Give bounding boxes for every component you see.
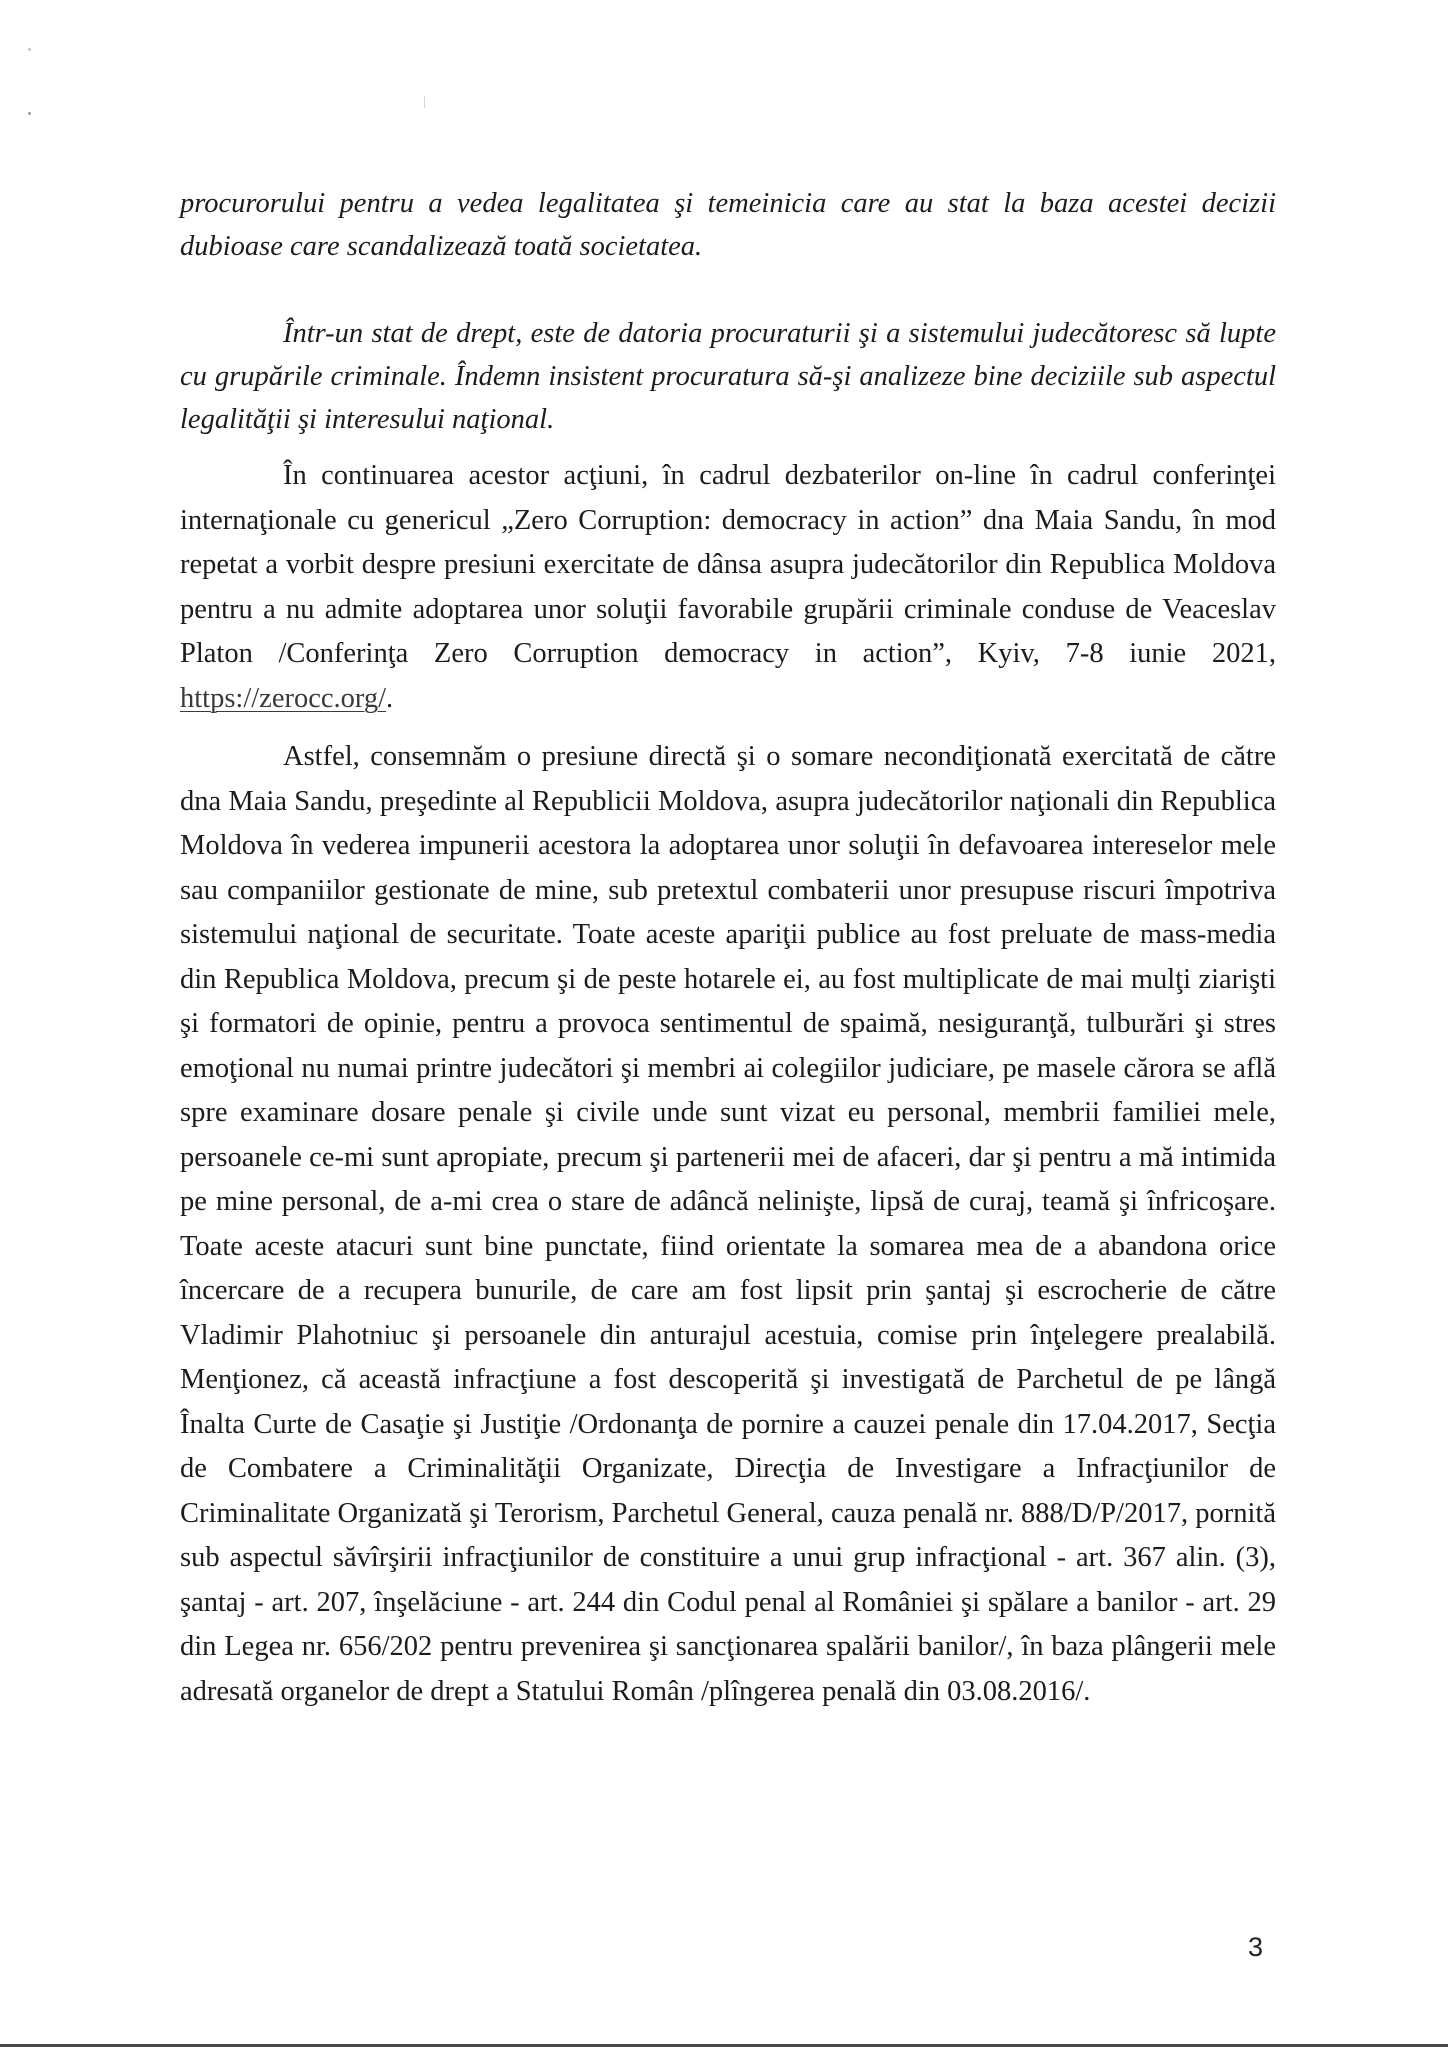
document-body [180, 182, 1276, 1714]
scan-mark [424, 96, 425, 108]
zerocc-link[interactable]: https://zerocc.org/ [180, 682, 387, 714]
paragraph-conferinta-text: În continuarea acestor acţiuni, în cadrul dezbaterilor on-line în cadrul conferinţei internaţionale cu genericul „Zero Corruption: democracy in action” dna Maia Sandu, în mod repetat a vorbit despre presiuni exercitate de dânsa asupra judecătorilor din Republica Moldova pentru a nu admite adoptarea unor soluţii favorabile grupării criminale conduse de Veaceslav Platon /Conferinţa Zero Corruption democracy in action”, Kyiv, 7-8 iunie 2021, [180, 460, 1276, 669]
paragraph-stat-de-drept: Într-un stat de drept, este de datoria procuraturii şi a sistemului judecătoresc să lupte cu grupările criminale. Îndemn insistent procuratura să-şi analizeze bine deciziile sub aspectul legalităţii şi interesului naţional. [180, 318, 1276, 435]
paragraph-conferinta [180, 454, 1276, 721]
paragraph-presiune-directa: Astfel, consemnăm o presiune directă şi o somare necondiţionată exercitată de către dna Maia Sandu, preşedinte al Republicii Moldova, asupra judecătorilor naţionali din Republica Moldova în vederea impunerii acestora la adoptarea unor soluţii în defavoarea intereselor mele sau companiilor gestionate de mine, sub pretextul combaterii unor presupuse riscuri împotriva sistemului naţional de securitate. Toate aceste apariţii publice au fost preluate de mass-media din Republica Moldova, precum şi de peste hotarele ei, au fost multiplicate de mai mulţi ziarişti şi formatori de opinie, pentru a provoca sentimentul de spaimă, nesiguranţă, tulburări şi stres emoţional nu numai printre judecători şi membri ai colegiilor judiciare, pe masele cărora se află spre examinare dosare penale şi civile unde sunt vizat eu personal, membrii familiei mele, persoanele ce-mi sunt apropiate, precum şi partenerii mei de afaceri, dar şi pentru a mă intimida pe mine personal, de a-mi crea o stare de adâncă nelinişte, lipsă de curaj, teamă şi înfricoşare. Toate aceste atacuri sunt bine punctate, fiind orientate la somarea mea de a abandona orice încercare de a recupera bunurile, de care am fost lipsit prin şantaj şi escrocherie de către Vladimir Plahotniuc şi persoanele din anturajul acestuia, comise prin înţelegere prealabilă. Menţionez, că această infracţiune a fost descoperită şi investigată de Parchetul de pe lângă Înalta Curte de Casaţie şi Justiţie /Ordonanţa de pornire a cauzei penale din 17.04.2017, Secţia de Combatere a Criminalităţii Organizate, Direcţia de Investigare a Infracţiunilor de Criminalitate Organizată şi Terorism, Parchetul General, cauza penală nr. 888/D/P/2017, pornită sub aspectul săvîrşirii infracţiunilor de constituire a unui grup infracţional - art. 367 alin. (3), şantaj - art. 207, înşelăciune - art. 244 din Codul penal al României şi spălare a banilor - art. 29 din Legea nr. 656/202 pentru prevenirea şi sancţionarea spalării banilor/, în baza plângerii mele adresată organelor de drept a Statului Român /plîngerea penală din 03.08.2016/. [180, 741, 1276, 1707]
scan-speck [28, 48, 31, 51]
paragraph-conferinta-end: . [386, 682, 394, 714]
paragraph-procuror-continuation: procurorului pentru a vedea legalitatea şi temeinicia care au stat la baza acestei decizii dubioase care scandalizează toată societatea. [180, 188, 1276, 262]
page-number: 3 [1248, 1932, 1264, 1962]
scan-speck [28, 112, 31, 115]
